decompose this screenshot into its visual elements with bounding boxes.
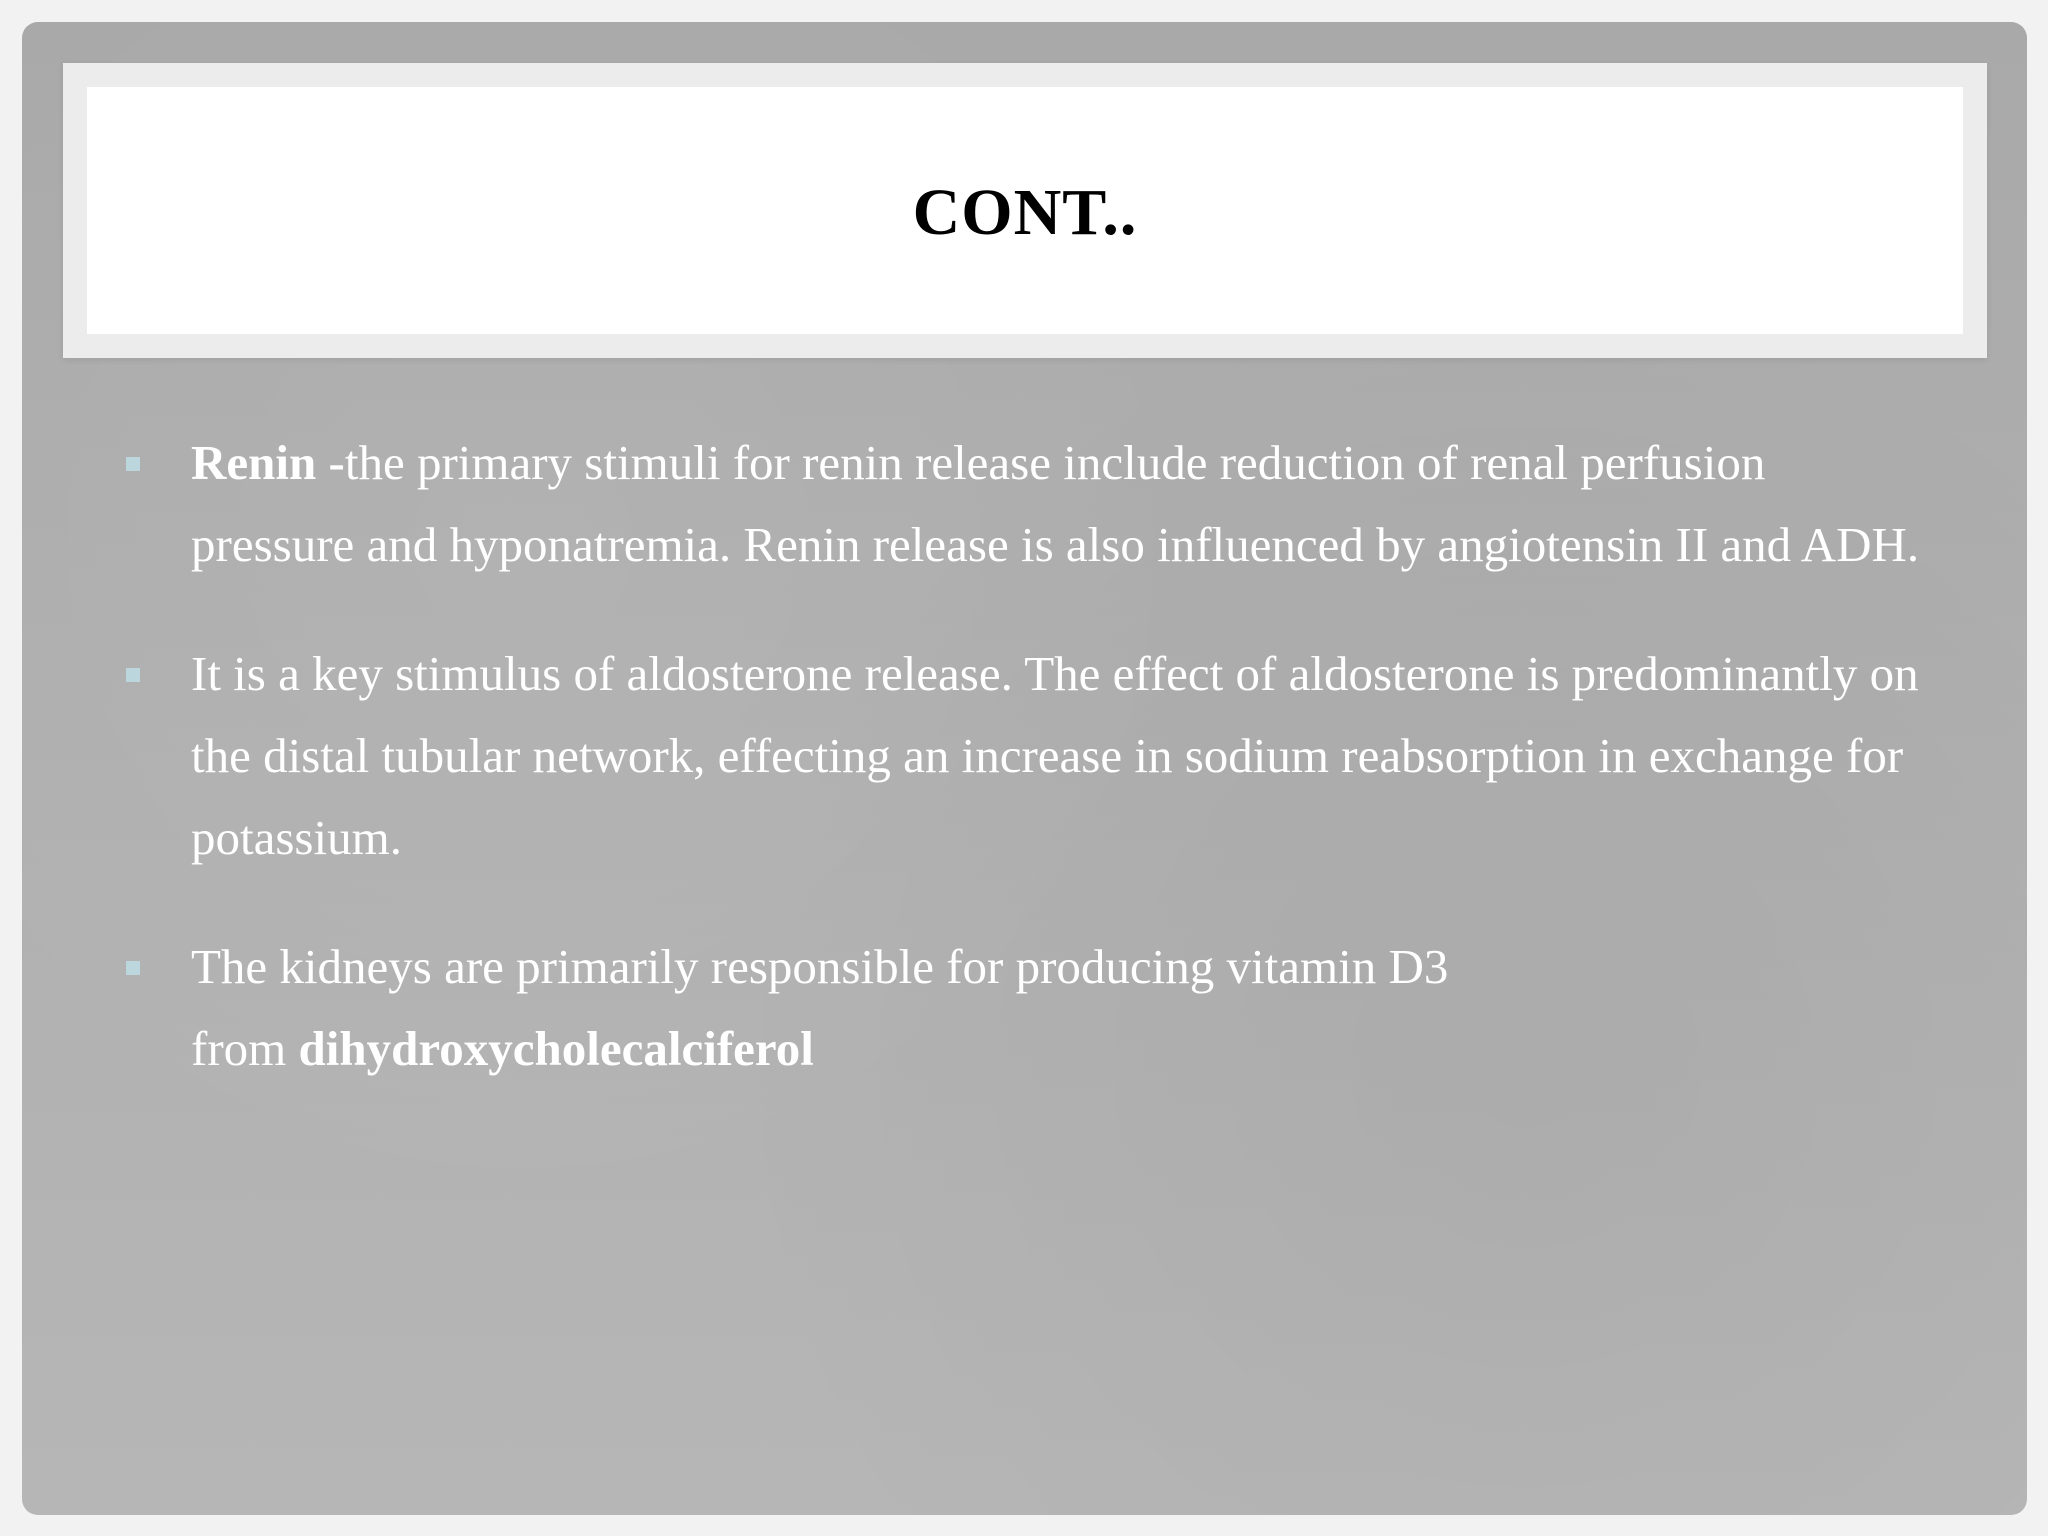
bullet-item-renin (126, 422, 1926, 586)
slide (22, 22, 2027, 1515)
bullet-bold-tail: dihydroxycholecalciferol (298, 1021, 814, 1076)
bullet-text: the primary stimuli for renin release include reduction of renal perfusion pressure and hyponatremia. Renin release is also influenced by angiotensin II and ADH. (191, 435, 1920, 572)
bullet-item-vitamin-d3 (126, 926, 1926, 1090)
title-frame (63, 63, 1987, 358)
bullet-text: It is a key stimulus of aldosterone release. The effect of aldosterone is predominantly on the distal tubular network, effecting an increase in sodium reabsorption in exchange for potassium. (191, 646, 1919, 865)
bullet-item-aldosterone (126, 633, 1926, 879)
square-bullet-icon (126, 961, 140, 975)
bullet-bold-lead: Renin - (191, 435, 345, 490)
bullet-list (126, 422, 1926, 1137)
square-bullet-icon (126, 457, 140, 471)
slide-title: CONT.. (912, 175, 1138, 249)
square-bullet-icon (126, 668, 140, 682)
title-box (87, 87, 1963, 334)
bullet-text-prefix: from (191, 1021, 299, 1076)
bullet-text-line1: The kidneys are primarily responsible for producing vitamin D3 (191, 939, 1449, 994)
